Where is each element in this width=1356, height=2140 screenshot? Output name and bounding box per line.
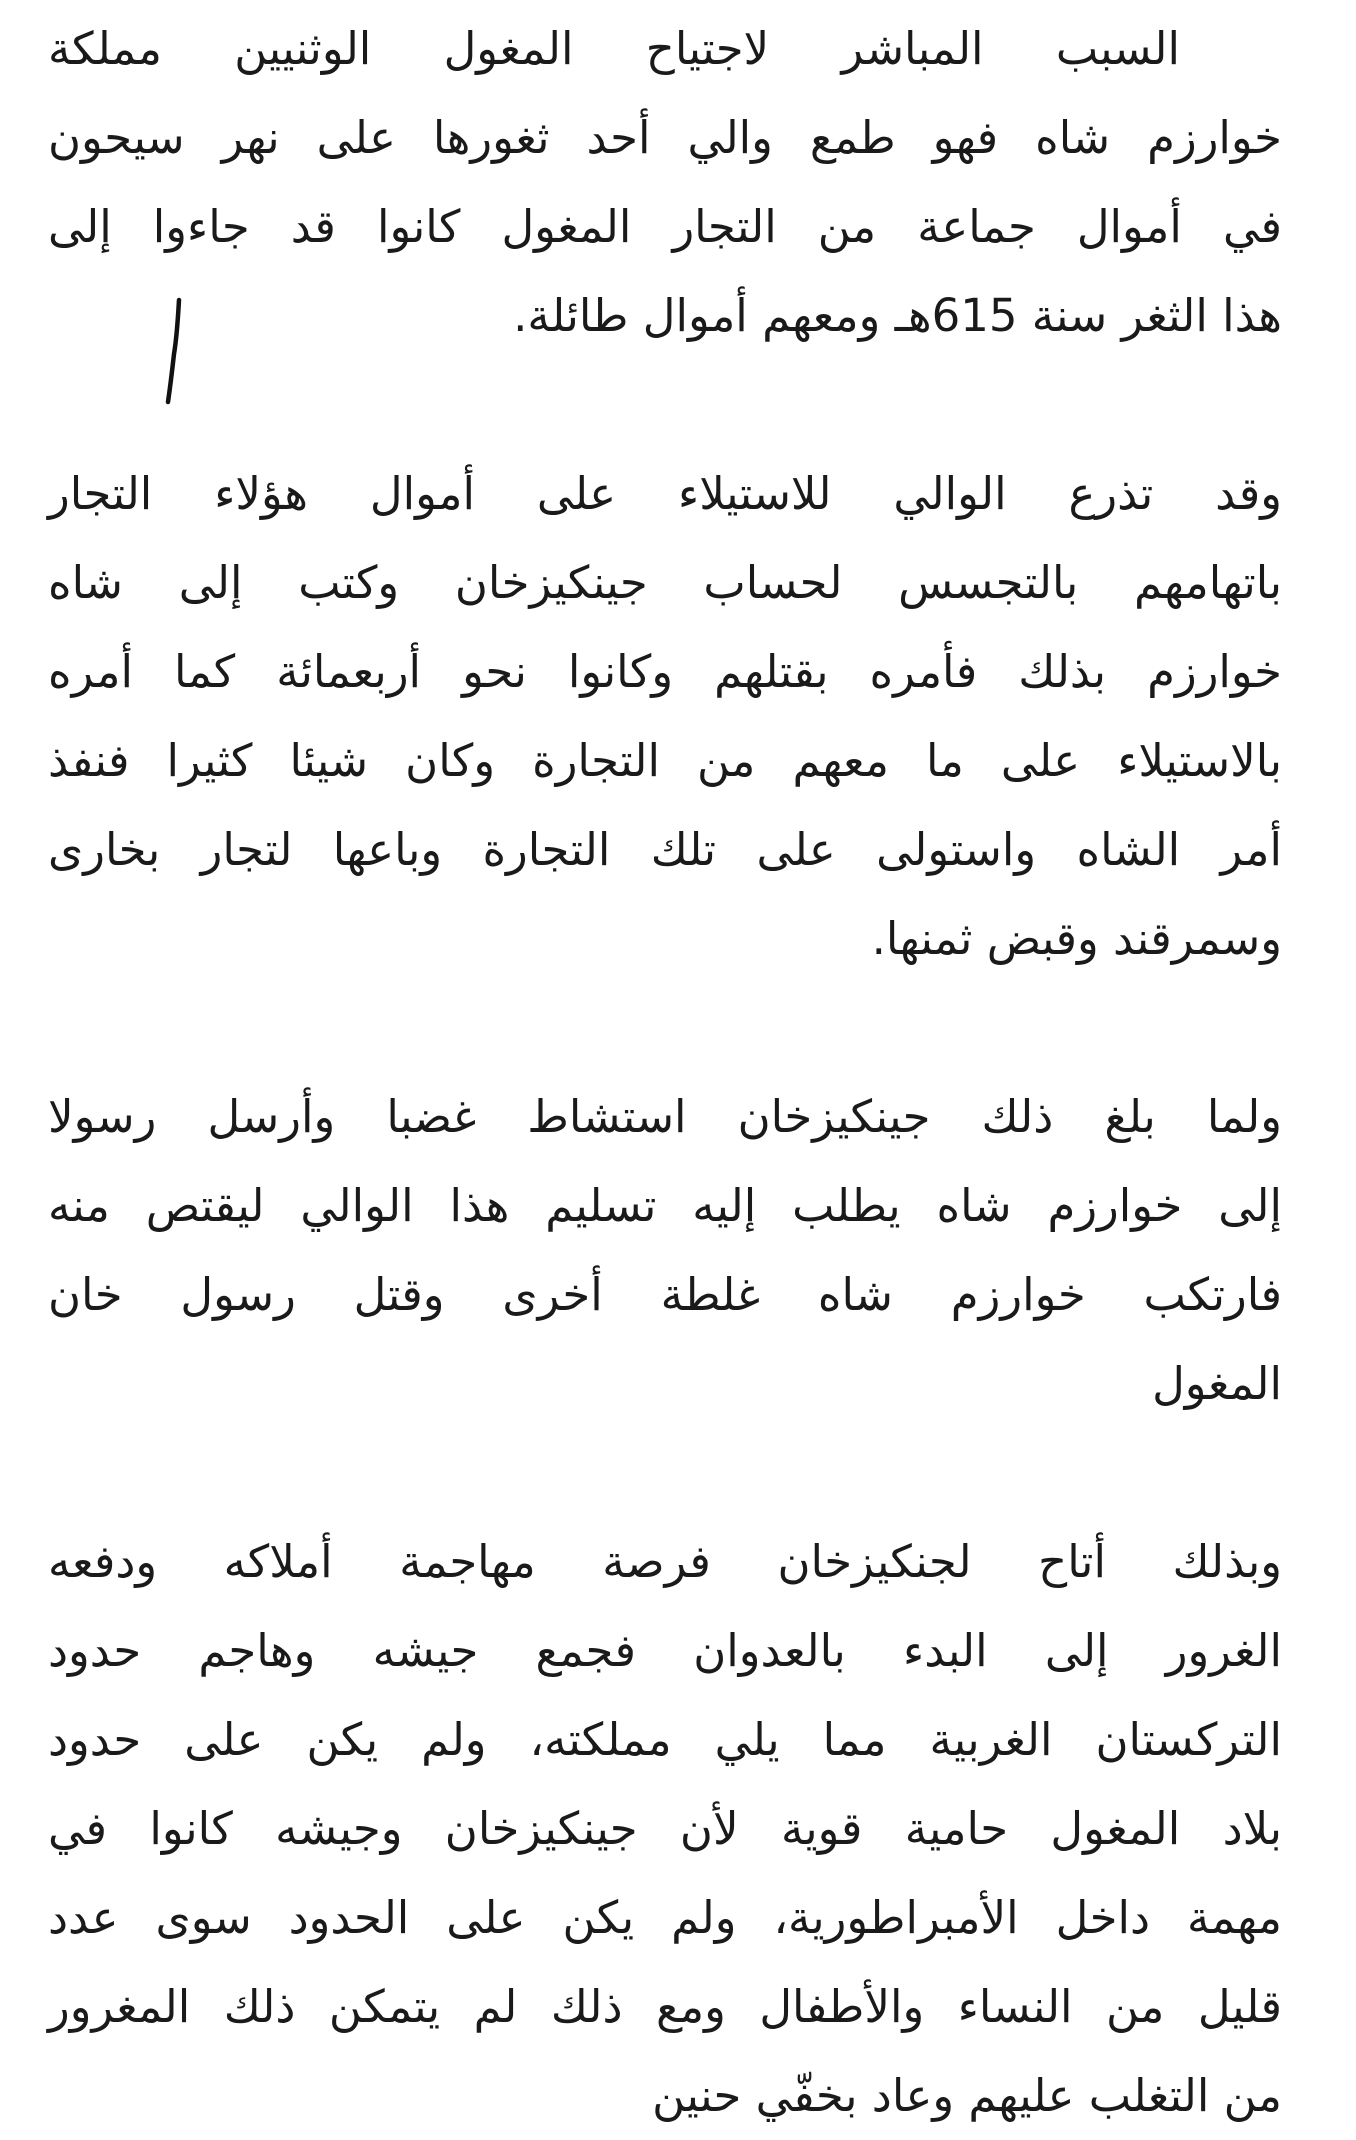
text-line: من التغلب عليهم وعاد بخفّي حنين bbox=[652, 2069, 1282, 2122]
text-line: الغرور إلى البدء بالعدوان فجمع جيشه وهاجم حدود bbox=[48, 1624, 1282, 1677]
handwritten-pen-mark bbox=[158, 296, 188, 406]
pen-stroke bbox=[168, 300, 179, 402]
text-line: المغول bbox=[1152, 1357, 1282, 1410]
paragraph-gap bbox=[48, 1428, 1282, 1517]
text-line: باتهامهم بالتجسس لحساب جينكيزخان وكتب إلى شاه bbox=[48, 556, 1282, 609]
text-line: هذا الثغر سنة 615هـ ومعهم أموال طائلة. bbox=[513, 289, 1282, 342]
paragraph-1 bbox=[48, 4, 1282, 360]
text-line: مهمة داخل الأمبراطورية، ولم يكن على الحدود سوى عدد bbox=[48, 1891, 1282, 1944]
text-line: وقد تذرع الوالي للاستيلاء على أموال هؤلاء التجار bbox=[48, 467, 1282, 520]
text-line: خوارزم بذلك فأمره بقتلهم وكانوا نحو أربعمائة كما أمره bbox=[48, 645, 1282, 698]
paragraph-3 bbox=[48, 1072, 1282, 1428]
paragraph-gap bbox=[48, 983, 1282, 1072]
text-line: في أموال جماعة من التجار المغول كانوا قد جاءوا إلى bbox=[48, 200, 1282, 253]
text-line: خوارزم شاه فهو طمع والي أحد ثغورها على نهر سيحون bbox=[48, 111, 1282, 164]
text-line: بالاستيلاء على ما معهم من التجارة وكان شيئا كثيرا فنفذ bbox=[48, 734, 1282, 787]
text-line: ولما بلغ ذلك جينكيزخان استشاط غضبا وأرسل رسولا bbox=[48, 1090, 1282, 1143]
text-line: وبذلك أتاح لجنكيزخان فرصة مهاجمة أملاكه ودفعه bbox=[48, 1535, 1282, 1588]
paragraph-4 bbox=[48, 1517, 1282, 2140]
text-line: وسمرقند وقبض ثمنها. bbox=[871, 912, 1282, 965]
text-line: السبب المباشر لاجتياح المغول الوثنيين مملكة bbox=[48, 22, 1180, 75]
text-line: فارتكب خوارزم شاه غلطة أخرى وقتل رسول خان bbox=[48, 1268, 1282, 1321]
text-line: إلى خوارزم شاه يطلب إليه تسليم هذا الوالي ليقتص منه bbox=[48, 1179, 1282, 1232]
text-line: التركستان الغربية مما يلي مملكته، ولم يكن على حدود bbox=[48, 1713, 1282, 1766]
paragraph-2 bbox=[48, 449, 1282, 983]
text-line: أمر الشاه واستولى على تلك التجارة وباعها لتجار بخارى bbox=[48, 823, 1282, 876]
paragraph-gap bbox=[48, 360, 1282, 449]
text-line: بلاد المغول حامية قوية لأن جينكيزخان وجيشه كانوا في bbox=[48, 1802, 1282, 1855]
document-text-body bbox=[48, 4, 1282, 2140]
text-line: قليل من النساء والأطفال ومع ذلك لم يتمكن ذلك المغرور bbox=[48, 1980, 1282, 2033]
